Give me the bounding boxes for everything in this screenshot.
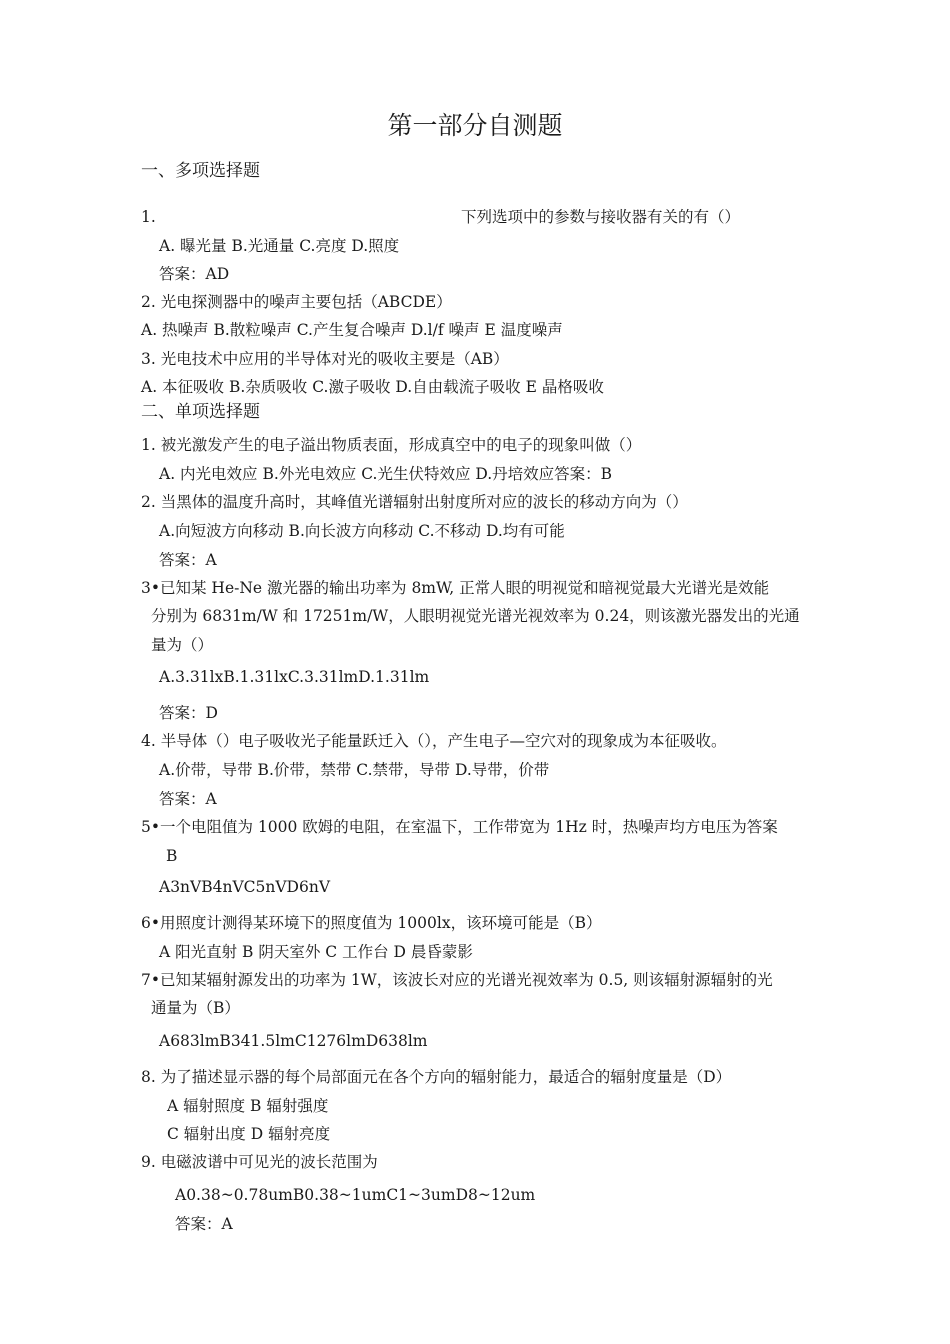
question-answer: 答案：D: [159, 704, 218, 722]
question-stem: 6•用照度计测得某环境下的照度值为 1000lx，该环境可能是（B）: [141, 914, 602, 932]
question-options: A.向短波方向移动 B.向长波方向移动 C.不移动 D.均有可能: [159, 522, 565, 540]
document-title: 第一部分自测题: [387, 111, 563, 140]
question-stem: 9. 电磁波谱中可见光的波长范围为: [141, 1153, 378, 1171]
question-options: A. 本征吸收 B.杂质吸收 C.激子吸收 D.自由载流子吸收 E 晶格吸收: [141, 378, 604, 396]
question-stem-line: B: [166, 847, 178, 865]
question-stem: 8. 为了描述显示器的每个局部面元在各个方向的辐射能力，最适合的辐射度量是（D）: [141, 1068, 732, 1086]
question-stem: 3. 光电技术中应用的半导体对光的吸收主要是（AB）: [141, 350, 509, 368]
question-options: A 辐射照度 B 辐射强度: [167, 1097, 329, 1115]
question-options: A.价带，导带 B.价带，禁带 C.禁带，导带 D.导带，价带: [159, 761, 550, 779]
question-options: A683lmB341.5lmC1276lmD638lm: [159, 1032, 428, 1050]
question-answer: 答案：A: [159, 551, 217, 569]
question-options: A.3.31lxB.1.31lxC.3.31lmD.1.31lm: [159, 668, 430, 686]
section-heading-single-choice: 二、单项选择题: [141, 402, 260, 422]
question-stem-line: 分别为 6831m/W 和 17251m/W，人眼明视觉光谱光视效率为 0.24，则该激光器发出的光通: [151, 607, 800, 625]
question-stem-line: 7•已知某辐射源发出的功率为 1W，该波长对应的光谱光视效率为 0.5, 则该辐射源辐射的光: [141, 971, 773, 989]
question-options: A 阳光直射 B 阴天室外 C 工作台 D 晨昏蒙影: [159, 943, 473, 961]
question-number: 1.: [141, 208, 156, 226]
question-stem-line: 量为（）: [151, 636, 214, 654]
question-stem: 下列选项中的参数与接收器有关的有（）: [461, 208, 741, 226]
question-stem: 2. 光电探测器中的噪声主要包括（ABCDE）: [141, 293, 452, 311]
section-heading-multiple-choice: 一、多项选择题: [141, 161, 260, 181]
question-answer: 答案：A: [159, 790, 217, 808]
question-options: A. 内光电效应 B.外光电效应 C.光生伏特效应 D.丹培效应答案：B: [159, 465, 613, 483]
question-answer: 答案：AD: [159, 265, 230, 283]
question-options: A0.38~0.78umB0.38~1umC1~3umD8~12um: [175, 1186, 536, 1204]
question-stem: 2. 当黑体的温度升高时，其峰值光谱辐射出射度所对应的波长的移动方向为（）: [141, 493, 688, 511]
question-stem-line: 3•已知某 He-Ne 激光器的输出功率为 8mW, 正常人眼的明视觉和暗视觉最大光谱光是效能: [141, 579, 770, 597]
question-options: A3nVB4nVC5nVD6nV: [159, 878, 331, 896]
question-stem-line: 5•一个电阻值为 1000 欧姆的电阻，在室温下，工作带宽为 1Hz 时，热噪声均方电压为答案: [141, 818, 778, 836]
question-answer: 答案：A: [175, 1215, 233, 1233]
question-stem: 1. 被光激发产生的电子溢出物质表面，形成真空中的电子的现象叫做（）: [141, 436, 642, 454]
question-stem: 4. 半导体（）电子吸收光子能量跃迁入（），产生电子—空穴对的现象成为本征吸收。: [141, 732, 727, 750]
question-options: A. 热噪声 B.散粒噪声 C.产生复合噪声 D.l/f 噪声 E 温度噪声: [141, 321, 563, 339]
question-options: C 辐射出度 D 辐射亮度: [167, 1125, 331, 1143]
question-stem-line: 通量为（B）: [151, 999, 240, 1017]
question-options: A. 曝光量 B.光通量 C.亮度 D.照度: [159, 237, 400, 255]
